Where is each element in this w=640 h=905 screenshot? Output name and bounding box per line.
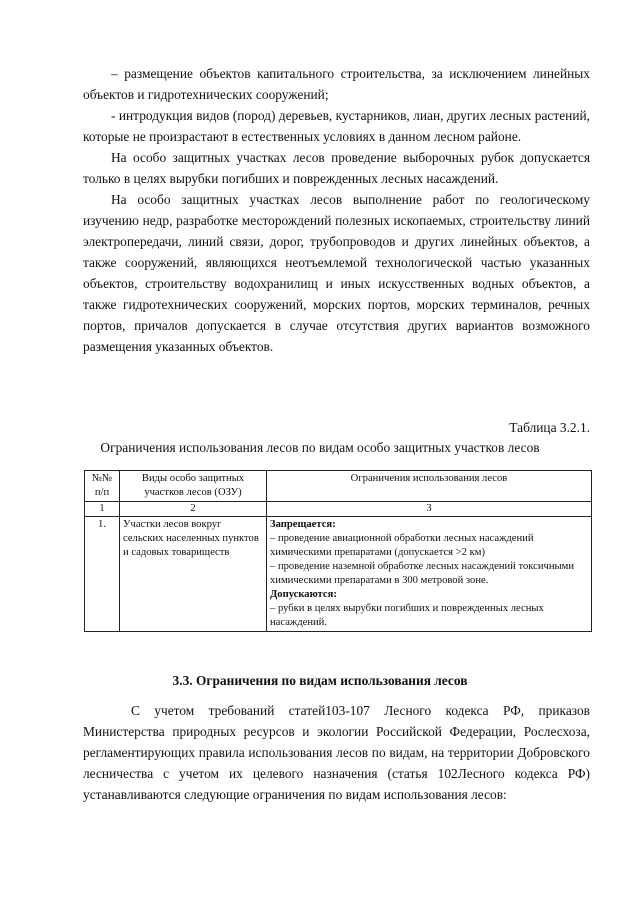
- allowed-item-1: – рубки в целях вырубки погибших и поврежденных лесных насаждений.: [270, 603, 544, 628]
- col-number-3: 3: [267, 502, 592, 517]
- table-number: Таблица 3.2.1.: [509, 420, 590, 435]
- paragraph-capital-construction: – размещение объектов капитального строительства, за исключением линейных объектов и гидротехнических сооружений;: [83, 66, 590, 102]
- paragraph-geological-works: На особо защитных участках лесов выполнение работ по геологическому изучению недр, разработке месторождений полезных ископаемых, строительству линий электропередачи, линий связи, дорог, трубопроводов и других линейных объектов, а также сооружений, являющихся неотъемлемой технологической частью указанных объектов, строительству водохранилищ и иных искусственных водных объектов, а также гидротехнических сооружений, морских портов, морских терминалов, речных портов, причалов допускается в случае отсутствия других вариантов возможного размещения указанных объектов.: [83, 192, 590, 354]
- table-title: Ограничения использования лесов по видам особо защитных участков лесов: [100, 440, 540, 455]
- paragraph-selective-felling: На особо защитных участках лесов проведение выборочных рубок допускается только в целях вырубки погибших и поврежденных лесных насаждений.: [83, 150, 590, 186]
- paragraph-restrictions-intro: С учетом требований статей103-107 Лесного кодекса РФ, приказов Министерства природных ресурсов и экологии Российской Федерации, Рослесхоза, регламентирующих правила использования лесов по видам, на территории Добровского лесничества с учетом их целевого назначения (статья 102Лесного кодекса РФ) устанавливаются следующие ограничения по видам использования лесов:: [83, 703, 590, 802]
- header-number: №№ п/п: [85, 471, 120, 502]
- row-ozu-type: Участки лесов вокруг сельских населенных пунктов и садовых товариществ: [120, 517, 267, 632]
- row-number: 1.: [85, 517, 120, 632]
- header-restrictions: Ограничения использования лесов: [267, 471, 592, 502]
- section-title: 3.3. Ограничения по видам использования лесов: [172, 673, 468, 688]
- paragraph-introduction: - интродукция видов (пород) деревьев, кустарников, лиан, других лесных растений, которые не произрастают в естественных условиях в данном лесном районе.: [83, 108, 590, 144]
- prohibited-item-1: – проведение авиационной обработки лесных насаждений химическими препаратами (допускается >2 км): [270, 533, 534, 558]
- row-restrictions: [267, 517, 592, 632]
- table-column-numbers-row: [85, 502, 592, 517]
- table-row: [85, 517, 592, 632]
- header-ozu-type: Виды особо защитных участков лесов (ОЗУ): [120, 471, 267, 502]
- col-number-2: 2: [120, 502, 267, 517]
- prohibited-label: Запрещается:: [270, 519, 336, 530]
- col-number-1: 1: [85, 502, 120, 517]
- allowed-label: Допускаются:: [270, 589, 337, 600]
- table-header-row: [85, 471, 592, 502]
- body-text-bottom: [83, 700, 590, 805]
- body-text-top: [83, 63, 590, 357]
- restrictions-table: [84, 470, 592, 632]
- prohibited-item-2: – проведение наземной обработке лесных насаждений токсичными химическими препаратами в 300 метровой зоне.: [270, 561, 575, 586]
